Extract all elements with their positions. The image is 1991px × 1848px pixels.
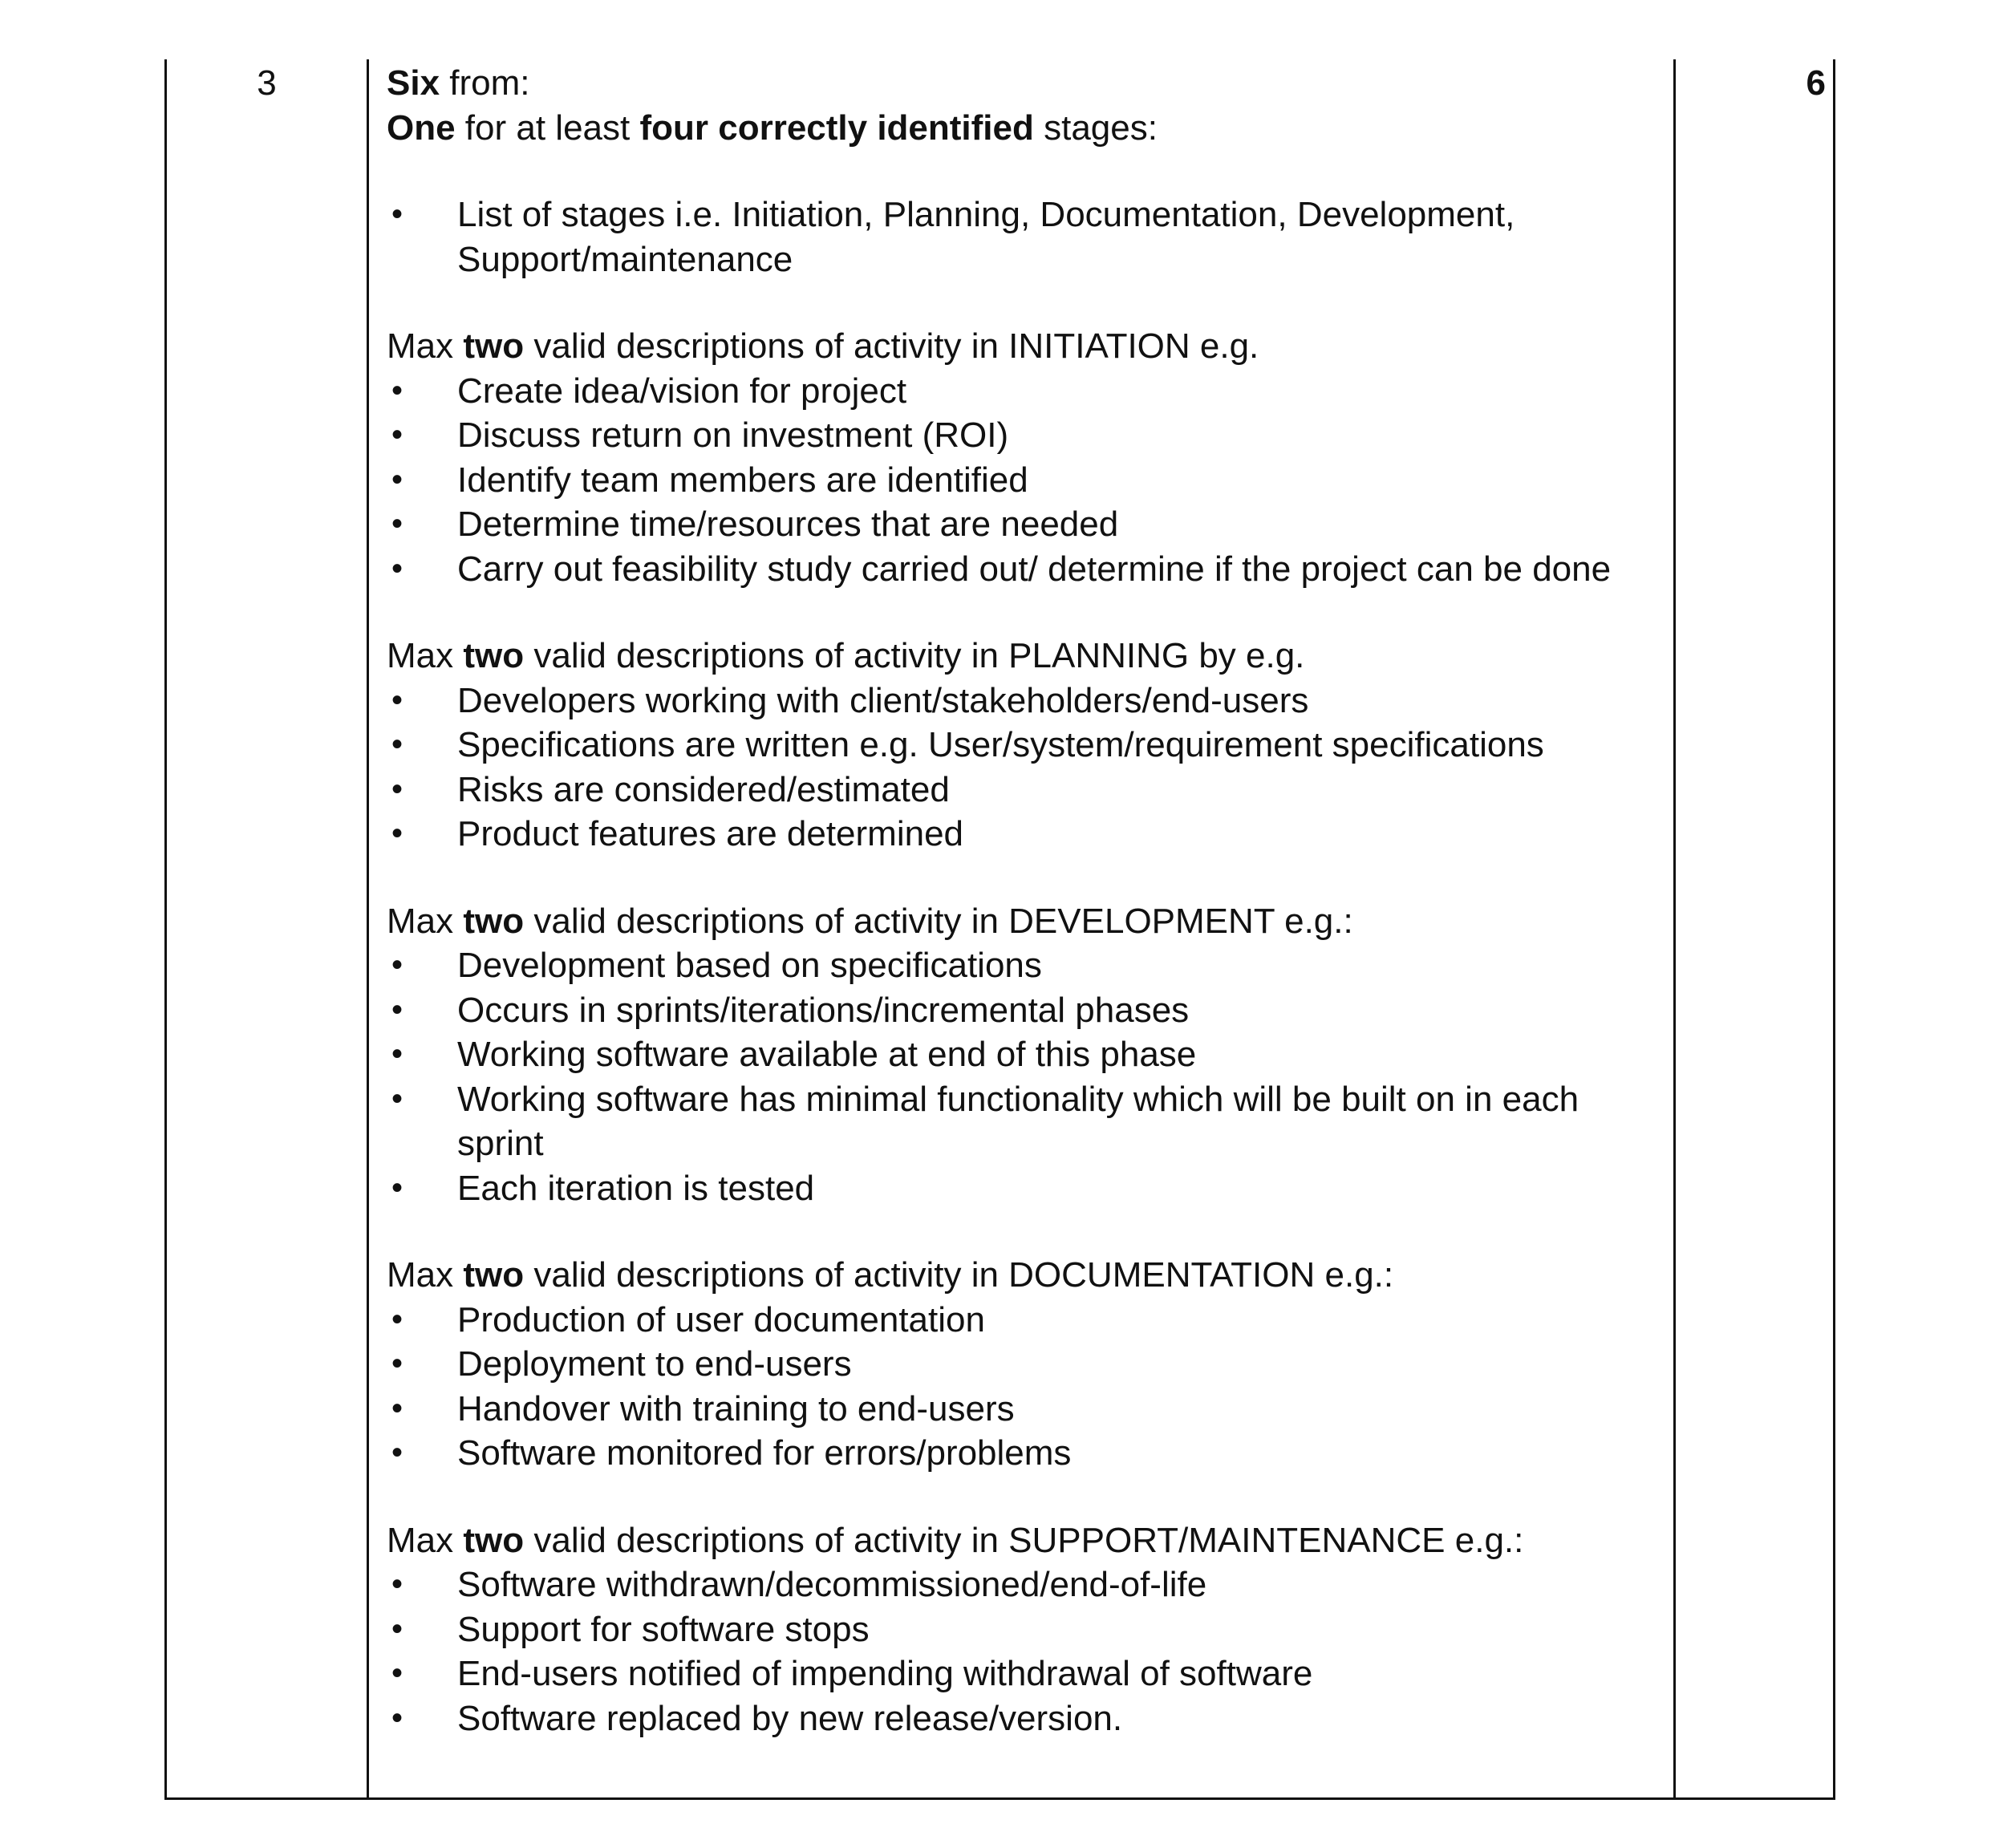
list-item [387,1431,1670,1476]
list-item [387,812,1670,857]
list-item [387,988,1670,1033]
list-item [387,1562,1670,1607]
bullet-icon: • [391,682,403,718]
list-item-text: Carry out feasibility study carried out/ determine if the project can be done [457,549,1612,589]
bullet-icon: • [391,1435,403,1470]
section-heading [387,1518,1670,1563]
list-item-text: Each iteration is tested [457,1168,815,1208]
intro-for-at-least: for at least [455,107,640,148]
heading-suffix: valid descriptions of activity in INITIATION e.g. [524,326,1259,366]
intro-six: Six [387,63,440,103]
list-item [387,369,1670,414]
list-item [387,413,1670,458]
bullet-icon: • [391,1036,403,1072]
spacer [387,282,1670,324]
spacer [387,1210,1670,1253]
list-item [387,679,1670,723]
list-item [387,192,1670,282]
spacer [387,1476,1670,1518]
bullet-icon: • [391,550,403,586]
heading-bold: two [463,1520,525,1560]
heading-suffix: valid descriptions of activity in DOCUMENTATION e.g.: [524,1255,1394,1295]
bullet-icon: • [391,1169,403,1206]
list-item-text: Software replaced by new release/version. [457,1698,1123,1738]
list-item-text: Development based on specifications [457,946,1042,985]
list-item-text: Occurs in sprints/iterations/incremental phases [457,990,1190,1030]
heading-prefix: Max [387,1520,464,1560]
list-item-text: Developers working with client/stakeholders/end-users [457,680,1309,720]
list-item-text: Working software available at end of this phase [457,1035,1197,1074]
list-item [387,1298,1670,1343]
intro-line-2 [387,106,1670,151]
list-item [387,1032,1670,1077]
bullet-icon: • [391,461,403,497]
list-item-text: Working software has minimal functionality which will be built on in each sprint [457,1079,1579,1163]
spacer [387,591,1670,634]
list-item-text: Create idea/vision for project [457,371,907,411]
list-item-text: Production of user documentation [457,1299,985,1339]
intro-from: from: [440,63,530,103]
section-planning [387,634,1670,857]
list-item [387,1077,1670,1166]
list-item-text: Software monitored for errors/problems [457,1433,1072,1473]
bullet-icon: • [391,1700,403,1736]
spacer [387,150,1670,192]
activity-list [387,1562,1670,1741]
bullet-icon: • [391,991,403,1027]
list-item [387,943,1670,988]
list-item [387,1651,1670,1696]
list-item [387,502,1670,547]
section-development [387,899,1670,1211]
list-item-text: Risks are considered/estimated [457,769,950,809]
intro-stages: stages: [1033,107,1158,148]
intro-four-correct: four correctly identified [639,107,1034,148]
intro-one: One [387,107,456,148]
column-divider-marks [1673,59,1676,1800]
question-number: 3 [257,63,277,103]
heading-bold: two [463,1255,525,1295]
list-item-text: Support for software stops [457,1609,870,1649]
list-item [387,1696,1670,1741]
table-border-bottom [164,1797,1835,1800]
list-item-text: Specifications are written e.g. User/system/requirement specifications [457,725,1544,764]
heading-bold: two [463,636,525,675]
bullet-icon: • [391,506,403,541]
heading-bold: two [463,901,525,941]
section-documentation [387,1253,1670,1476]
question-marks: 6 [1806,63,1826,103]
heading-prefix: Max [387,901,464,941]
section-initiation [387,324,1670,591]
intro-line-1 [387,61,1670,106]
list-item-text: Identify team members are identified [457,460,1028,500]
heading-prefix: Max [387,636,464,675]
list-item-text: Handover with training to end-users [457,1388,1015,1429]
bullet-icon: • [391,1390,403,1426]
activity-list [387,1298,1670,1476]
bullet-icon: • [391,771,403,807]
list-item-text: Determine time/resources that are needed [457,505,1119,544]
list-item-text: Deployment to end-users [457,1344,852,1384]
bullet-icon: • [391,1656,403,1691]
list-item [387,1387,1670,1432]
bullet-icon: • [391,1566,403,1602]
list-item-text: Product features are determined [457,814,964,853]
heading-suffix: valid descriptions of activity in PLANNING by e.g. [524,636,1305,675]
section-heading [387,1253,1670,1298]
activity-list [387,679,1670,857]
section-heading [387,634,1670,679]
table-border-right [1833,59,1835,1800]
list-item-text: End-users notified of impending withdrawal of software [457,1654,1313,1693]
bullet-icon: • [391,372,403,408]
heading-prefix: Max [387,326,464,366]
bullet-icon: • [391,1080,403,1116]
bullet-icon: • [391,197,403,232]
bullet-icon: • [391,1611,403,1647]
list-item [387,723,1670,768]
section-heading [387,324,1670,369]
column-divider-question [367,59,369,1800]
list-item [387,768,1670,813]
bullet-icon: • [391,947,403,983]
stage-list [387,192,1670,282]
activity-list [387,943,1670,1210]
activity-list [387,369,1670,592]
list-item [387,458,1670,503]
bullet-icon: • [391,1301,403,1337]
bullet-icon: • [391,1346,403,1381]
heading-bold: two [463,326,525,366]
section-support-maintenance [387,1518,1670,1741]
list-item [387,1166,1670,1211]
heading-suffix: valid descriptions of activity in SUPPORT/MAINTENANCE e.g.: [524,1520,1524,1560]
bullet-icon: • [391,727,403,762]
table-border-left [164,59,167,1800]
bullet-icon: • [391,417,403,452]
heading-suffix: valid descriptions of activity in DEVELOPMENT e.g.: [524,901,1353,941]
bullet-icon: • [391,816,403,851]
list-item-text: Software withdrawn/decommissioned/end-of-life [457,1565,1207,1604]
list-item-text: List of stages i.e. Initiation, Planning, Documentation, Development, Support/maintenance [457,195,1515,279]
list-item-text: Discuss return on investment (ROI) [457,415,1009,455]
list-item [387,1342,1670,1387]
spacer [387,857,1670,899]
list-item [387,547,1670,592]
answer-content [387,61,1670,1741]
list-item [387,1607,1670,1652]
section-heading [387,899,1670,944]
heading-prefix: Max [387,1255,464,1295]
